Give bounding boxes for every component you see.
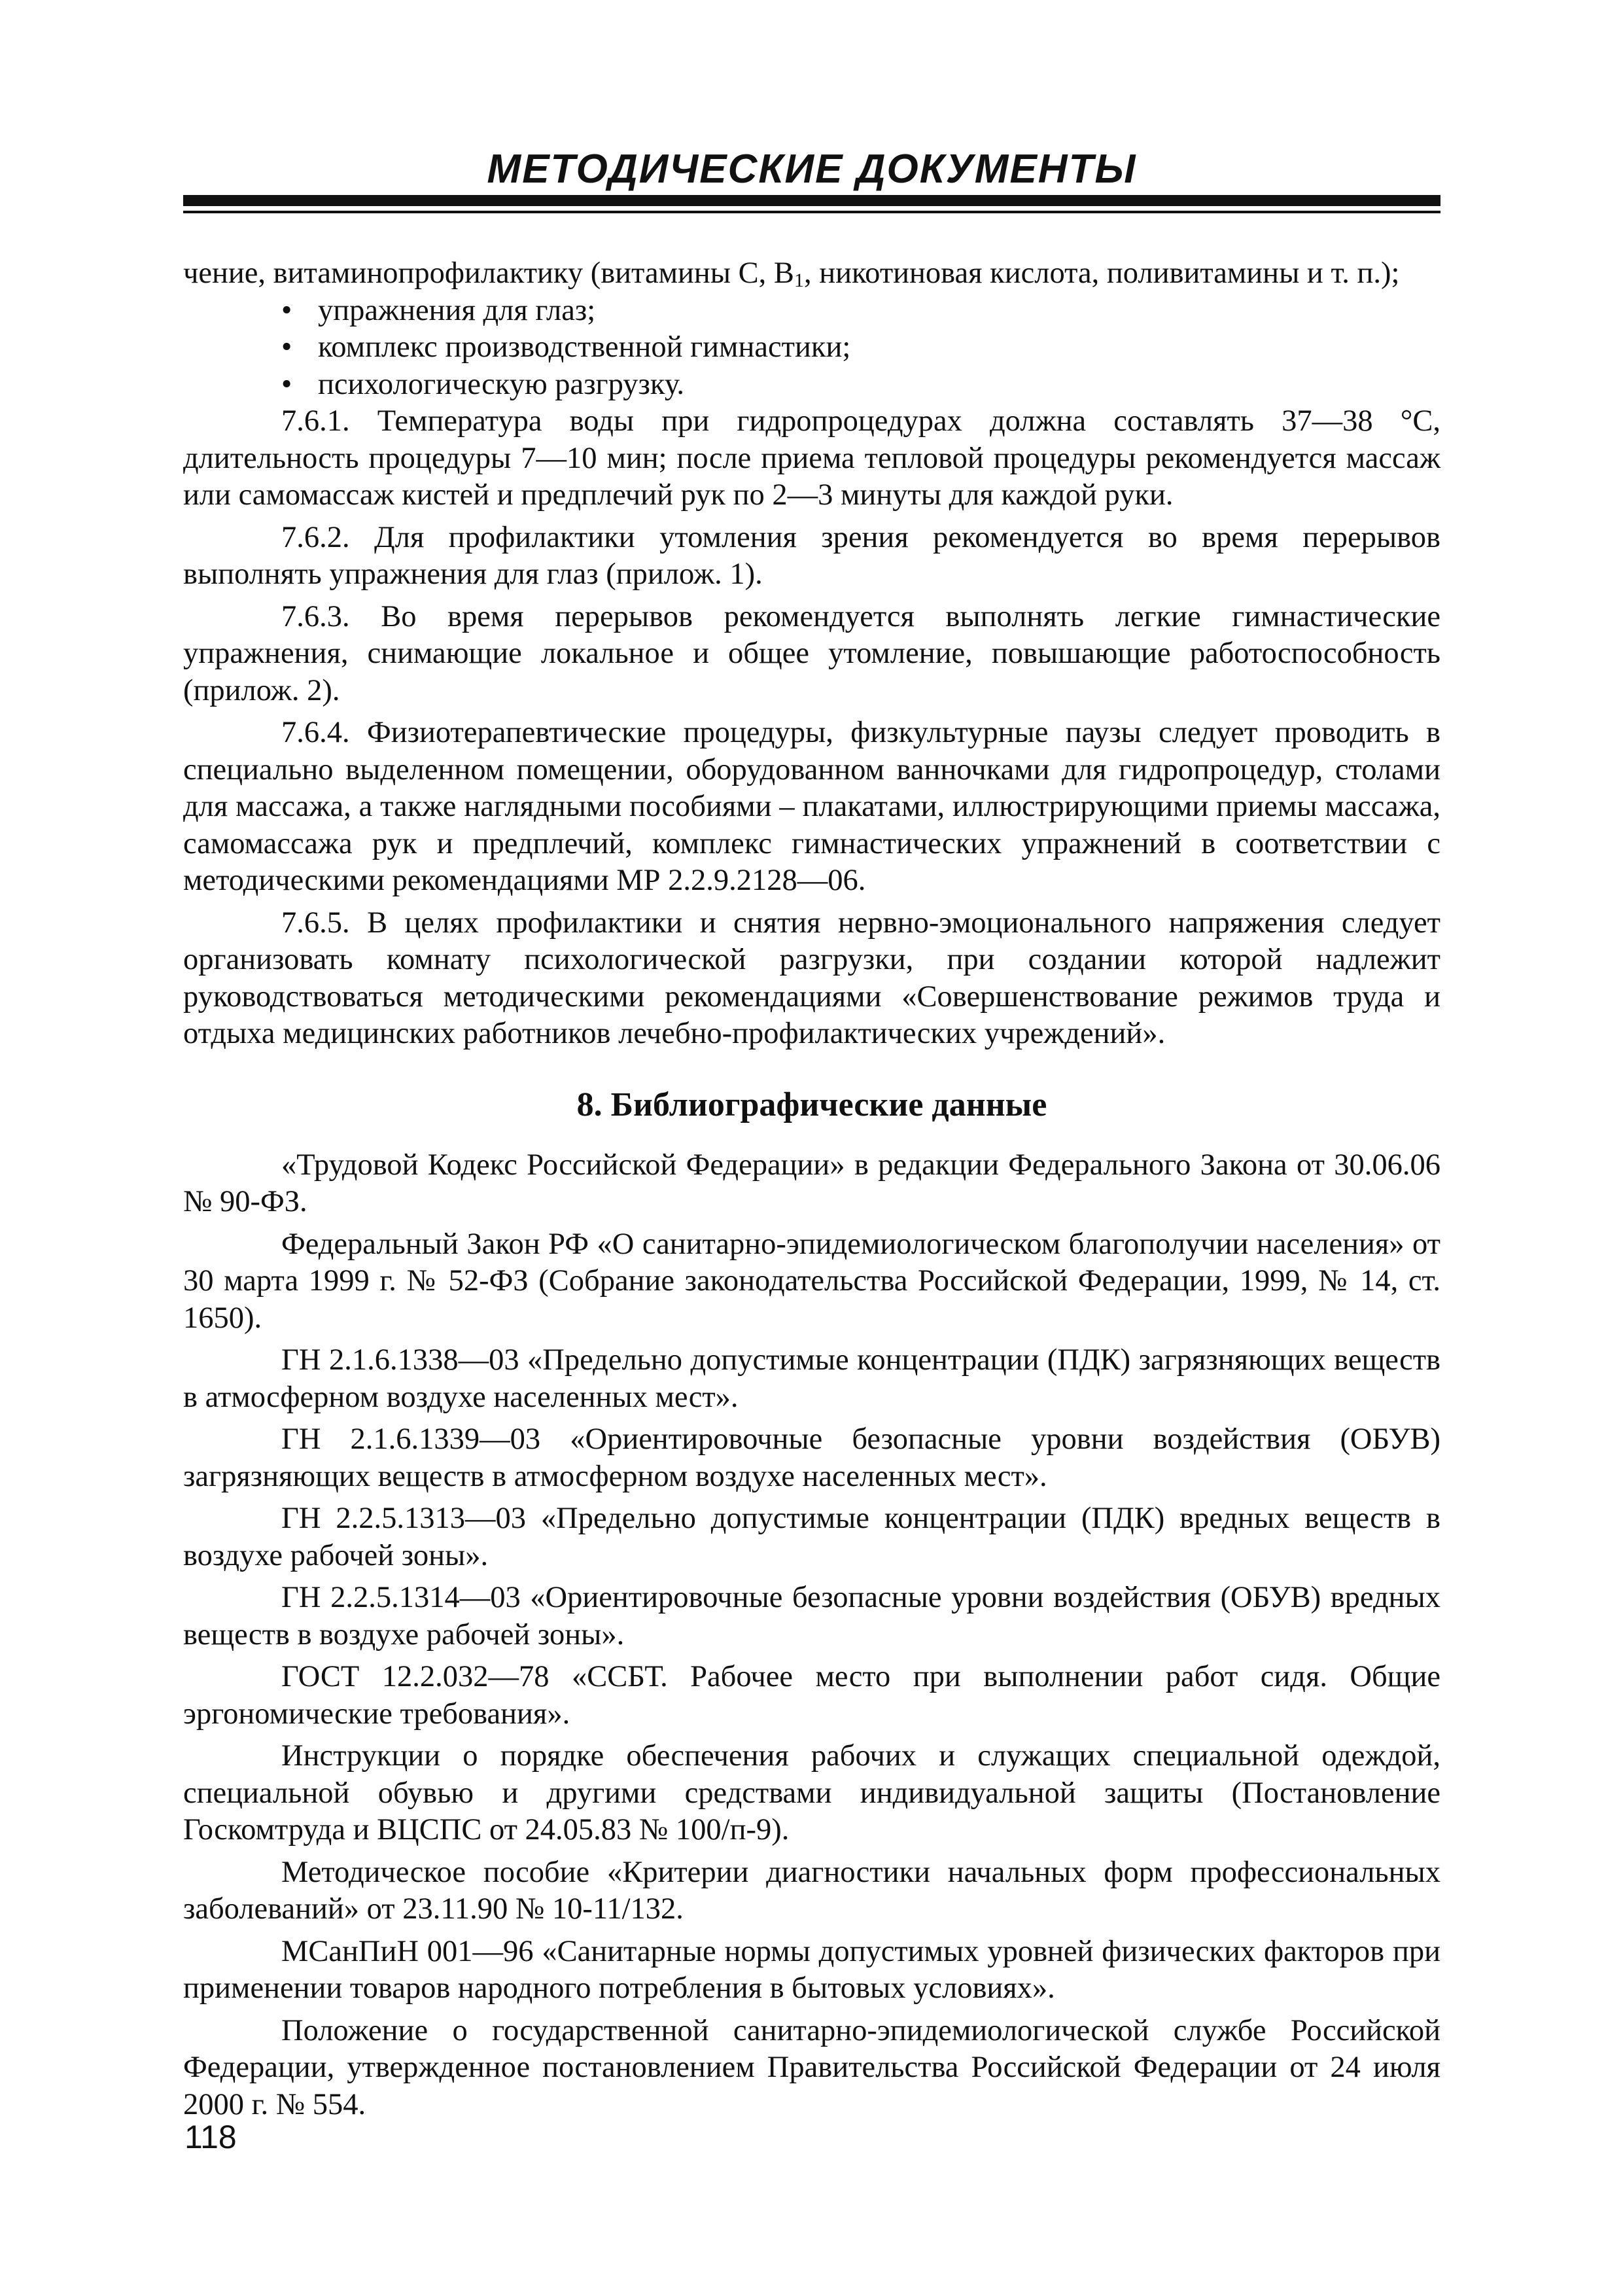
- reference-item: МСанПиН 001—96 «Санитарные нормы допустимых уровней физических факторов при применении товаров народного потребления в бытовых условиях».: [183, 1934, 1440, 2005]
- reference-item: ГН 2.1.6.1339—03 «Ориентировочные безопасные уровни воздействия (ОБУВ) загрязняющих веществ в атмосферном воздухе населенных мест».: [183, 1422, 1440, 1493]
- header-rule-thin: [183, 211, 1440, 213]
- intro-paragraph: [183, 255, 1440, 292]
- reference-item: ГОСТ 12.2.032—78 «ССБТ. Рабочее место при выполнении работ сидя. Общие эргономические требования».: [183, 1660, 1440, 1731]
- bullet-item: • комплекс производственной гимнастики;: [281, 329, 1440, 366]
- page-header: [183, 145, 1440, 213]
- page-number: 118: [184, 2119, 237, 2155]
- bullet-item: • психологическую разгрузку.: [281, 366, 1440, 404]
- bullet-list: [183, 292, 1440, 404]
- reference-item: ГН 2.2.5.1313—03 «Предельно допустимые концентрации (ПДК) вредных веществ в воздухе рабочей зоны».: [183, 1502, 1440, 1572]
- paragraph-7-6-5: 7.6.5. В целях профилактики и снятия нервно-эмоционального напряжения следует организовать комнату психологической разгрузки, при создании которой надлежит руководствоваться методическими рекомендациями «Совершенствование режимов труда и отдыха медицинских работников лечебно-профилактических учреждений».: [183, 906, 1440, 1050]
- reference-item: Инструкции о порядке обеспечения рабочих и служащих специальной одеждой, специальной обувью и другими средствами индивидуальной защиты (Постановление Госкомтруда и ВЦСПС от 24.05.83 № 100/п-9).: [183, 1739, 1440, 1846]
- bullet-item: • упражнения для глаз;: [281, 292, 1440, 330]
- reference-item: ГН 2.1.6.1338—03 «Предельно допустимые концентрации (ПДК) загрязняющих веществ в атмосферном воздухе населенных мест».: [183, 1343, 1440, 1414]
- header-rule-thick: [183, 195, 1440, 206]
- reference-item: Положение о государственной санитарно-эпидемиологической службе Российской Федерации, утвержденное постановлением Правительства Российской Федерации от 24 июля 2000 г. № 554.: [183, 2013, 1440, 2121]
- intro-subscript: 1: [794, 270, 804, 291]
- running-header-title: МЕТОДИЧЕСКИЕ ДОКУМЕНТЫ: [487, 147, 1137, 192]
- reference-item: «Трудовой Кодекс Российской Федерации» в редакции Федерального Закона от 30.06.06 № 90-ФЗ.: [183, 1148, 1440, 1218]
- reference-item: Федеральный Закон РФ «О санитарно-эпидемиологическом благополучии населения» от 30 марта 1999 г. № 52-ФЗ (Собрание законодательства Российской Федерации, 1999, № 14, ст. 1650).: [183, 1227, 1440, 1335]
- reference-item: ГН 2.2.5.1314—03 «Ориентировочные безопасные уровни воздействия (ОБУВ) вредных веществ в воздухе рабочей зоны».: [183, 1581, 1440, 1651]
- reference-item: Методическое пособие «Критерии диагностики начальных форм профессиональных заболеваний» от 23.11.90 № 10-11/132.: [183, 1855, 1440, 1926]
- paragraph-7-6-2: 7.6.2. Для профилактики утомления зрения рекомендуется во время перерывов выполнять упражнения для глаз (прилож. 1).: [183, 520, 1440, 591]
- paragraph-7-6-3: 7.6.3. Во время перерывов рекомендуется выполнять легкие гимнастические упражнения, снимающие локальное и общее утомление, повышающие работоспособность (прилож. 2).: [183, 599, 1440, 707]
- section-title-bibliography: 8. Библиографические данные: [576, 1086, 1047, 1123]
- intro-text-part2: , никотиновая кислота, поливитамины и т. п.);: [803, 256, 1400, 290]
- intro-text-part1: чение, витаминопрофилактику (витамины С, В: [183, 256, 794, 290]
- page-body: [183, 255, 1440, 2123]
- paragraph-7-6-1: 7.6.1. Температура воды при гидропроцедурах должна составлять 37—38 °С, длительность процедуры 7—10 мин; после приема тепловой процедуры рекомендуется массаж или самомассаж кистей и предплечий рук по 2—3 минуты для каждой руки.: [183, 404, 1440, 512]
- paragraph-7-6-4: 7.6.4. Физиотерапевтические процедуры, физкультурные паузы следует проводить в специально выделенном помещении, оборудованном ванночками для гидропроцедур, столами для массажа, а также наглядными пособиями – плакатами, иллюстрирующими приемы массажа, самомассажа рук и предплечий, комплекс гимнастических упражнений в соответствии с методическими рекомендациями МР 2.2.9.2128—06.: [183, 716, 1440, 897]
